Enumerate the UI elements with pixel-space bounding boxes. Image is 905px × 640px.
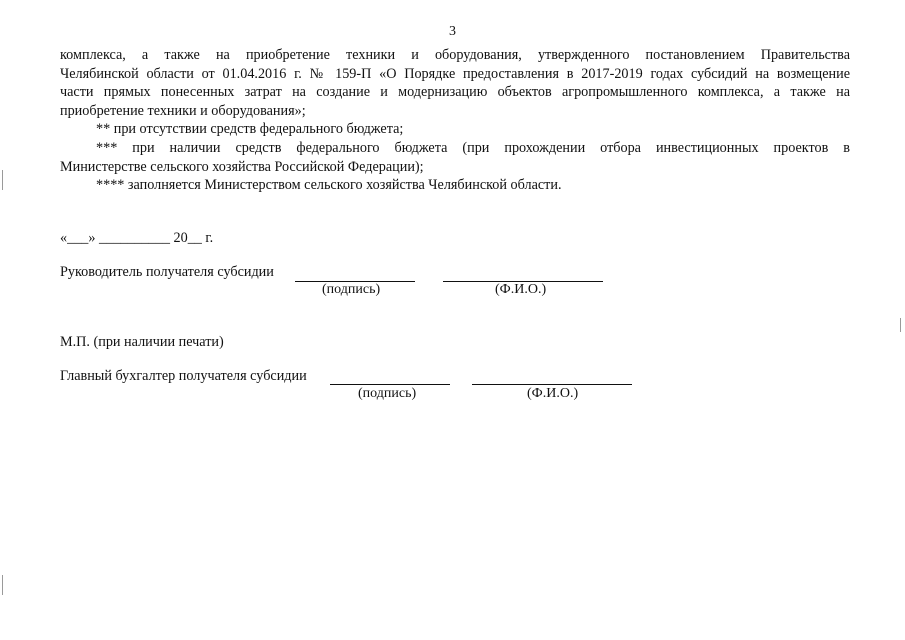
- accountant-name-line: [472, 384, 632, 385]
- paragraph-line: приобретение техники и оборудования»;: [60, 102, 306, 119]
- footnote-line: *** при наличии средств федерального бюджета (при прохождении отбора инвестиционных проектов в: [96, 140, 850, 156]
- body-paragraph: [60, 46, 850, 120]
- scan-edge-mark: [2, 575, 3, 595]
- accountant-label: Главный бухгалтер получателя субсидии: [60, 368, 307, 384]
- head-label: Руководитель получателя субсидии: [60, 264, 274, 280]
- scan-edge-mark: [900, 318, 901, 332]
- footnote-line: Министерстве сельского хозяйства Российской Федерации);: [60, 158, 424, 175]
- scan-edge-mark: [2, 170, 3, 190]
- accountant-name-caption: (Ф.И.О.): [527, 386, 579, 401]
- footnote-triple-star: [60, 139, 850, 176]
- page-number: 3: [449, 24, 456, 39]
- accountant-signature-caption: (подпись): [358, 386, 417, 401]
- footnote-double-star: ** при отсутствии средств федерального бюджета;: [96, 121, 404, 137]
- head-signature-caption: (подпись): [322, 282, 381, 297]
- footnote-quad-star: **** заполняется Министерством сельского хозяйства Челябинской области.: [96, 177, 562, 193]
- date-line: «___» __________ 20__ г.: [60, 230, 214, 246]
- paragraph-line: комплекса, а также на приобретение техники и оборудования, утвержденного постановлением Правительства: [60, 47, 850, 63]
- head-name-caption: (Ф.И.О.): [495, 282, 547, 297]
- stamp-label: М.П. (при наличии печати): [60, 334, 224, 350]
- paragraph-line: части прямых понесенных затрат на создание и модернизацию объектов агропромышленного комплекса, а также на: [60, 84, 850, 100]
- paragraph-line: Челябинской области от 01.04.2016 г. № 159-П «О Порядке предоставления в 2017-2019 годах субсидий на возмещение: [60, 65, 850, 82]
- accountant-signature-line: [330, 384, 450, 385]
